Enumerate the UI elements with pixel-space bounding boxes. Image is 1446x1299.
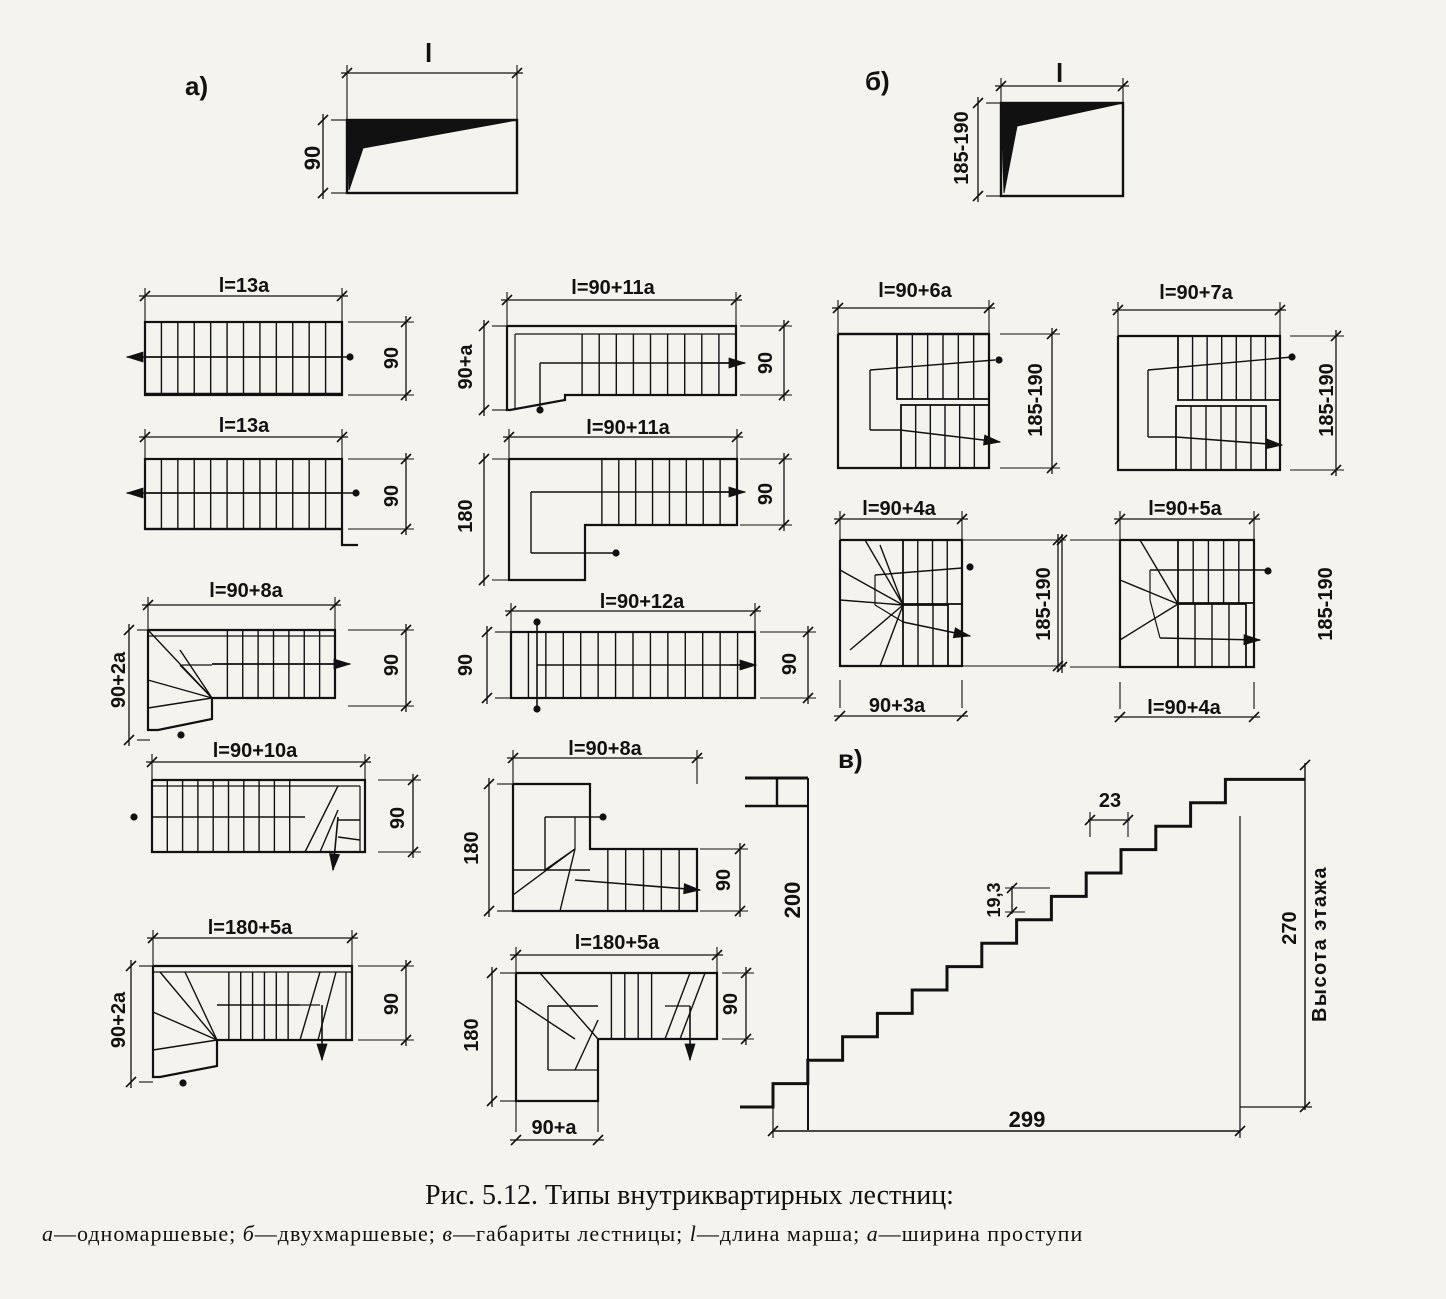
s2-length-label: l=13a — [218, 415, 270, 437]
stair-outline — [145, 529, 358, 545]
winder-line — [160, 972, 217, 1040]
caption-title: Рис. 5.12. Типы внутриквартирных лестниц: — [425, 1180, 954, 1211]
v-height-200-label: 200 — [780, 881, 805, 919]
section-label-v: в) — [838, 744, 863, 774]
winder-line — [185, 972, 217, 1040]
start-dot — [536, 406, 543, 413]
start-dot — [130, 813, 137, 820]
direction-arrowhead — [1244, 635, 1260, 645]
legend-text-a: —одномаршевые; — [54, 1221, 243, 1246]
t3-length-label: l=90+4a — [862, 498, 936, 520]
m2-width-label: 90 — [755, 482, 777, 506]
t1-height-label: 185-190 — [1025, 363, 1047, 437]
stair-line — [1150, 600, 1160, 638]
s1-width-label: 90 — [381, 346, 403, 370]
winder-line — [153, 1040, 217, 1050]
winder-line — [153, 1012, 217, 1040]
winder-line — [318, 972, 336, 1040]
s2-width-label: 90 — [381, 484, 403, 508]
direction-arrowhead — [127, 352, 143, 362]
v-floor-height-text: Высота этажа — [1309, 865, 1331, 1023]
stair-line — [870, 360, 995, 370]
m2-side-label: 180 — [455, 499, 477, 533]
v-total-length-label: 299 — [1008, 1107, 1046, 1132]
m1-side-label: 90+a — [455, 344, 477, 390]
schematic-b-outline-fill — [1001, 103, 1123, 193]
t4-height-label: 185-190 — [1315, 567, 1337, 641]
legend-text-v: —габариты лестницы; — [452, 1221, 690, 1246]
caption-legend — [42, 1221, 1083, 1246]
start-dot — [533, 618, 540, 625]
direction-arrowhead — [740, 660, 756, 670]
start-dot — [612, 549, 619, 556]
start-dot — [533, 705, 540, 712]
t1-length-label: l=90+6a — [878, 280, 952, 302]
m3-width-label: 90 — [779, 652, 801, 676]
section-label-b: б) — [865, 66, 890, 96]
s5-width-label: 90 — [381, 992, 403, 1016]
direction-arrowhead — [317, 1044, 327, 1060]
winder-line — [840, 600, 903, 605]
stair-profile — [740, 779, 1305, 1107]
m1-width-label: 90 — [755, 351, 777, 375]
top-left-length-label: l — [425, 38, 433, 68]
top-right-length-label: l — [1056, 58, 1064, 88]
winder-line — [305, 786, 338, 852]
v-tread-label: 23 — [1098, 790, 1122, 812]
m5-side-label: 180 — [461, 1018, 483, 1052]
s4-length-label: l=90+10a — [212, 740, 298, 762]
drawing-layer — [124, 65, 1344, 1145]
stair-line — [875, 568, 962, 575]
start-dot — [179, 1079, 186, 1086]
m4-width-label: 90 — [713, 868, 735, 892]
t2-outline — [1118, 336, 1280, 470]
m5-bottom-label: 90+a — [531, 1117, 577, 1139]
s5-side-label: 90+2a — [108, 991, 130, 1049]
direction-arrowhead — [127, 488, 143, 498]
winder-line — [1140, 540, 1178, 604]
t3-height-label: 185-190 — [1033, 567, 1055, 641]
start-dot — [995, 356, 1002, 363]
s3-side-label: 90+2a — [108, 651, 130, 709]
v-riser-label: 19,3 — [984, 882, 1004, 918]
m5-width-label: 90 — [720, 992, 742, 1016]
direction-arrowhead — [685, 1044, 695, 1060]
t1-outline — [838, 334, 989, 468]
legend-text-a2: —ширина проступи — [878, 1221, 1084, 1246]
winder-line — [865, 540, 903, 605]
s1-length-label: l=13a — [218, 275, 270, 297]
s3-width-label: 90 — [381, 653, 403, 677]
top-left-height-label: 90 — [300, 145, 325, 171]
start-dot — [1264, 567, 1271, 574]
t4-bottom-label: l=90+4a — [1147, 697, 1221, 719]
winder-line — [338, 837, 360, 840]
direction-arrowhead — [334, 659, 350, 669]
start-dot — [966, 563, 973, 570]
winder-line — [300, 972, 320, 1040]
t2-height-label: 185-190 — [1316, 363, 1338, 437]
winder-line — [1120, 580, 1178, 604]
legend-key-a2: а — [866, 1221, 879, 1246]
top-right-height-label: 185-190 — [951, 111, 973, 185]
start-dot — [1288, 353, 1295, 360]
t2-length-label: l=90+7a — [1159, 282, 1233, 304]
m4-outline — [513, 784, 697, 911]
m4-side-label: 180 — [461, 831, 483, 865]
legend-key-b: б — [242, 1221, 255, 1246]
v-floor-height-label: 270 — [1279, 911, 1301, 945]
schematic-a-fill — [347, 120, 517, 190]
stair-line — [1148, 357, 1292, 370]
legend-key-v: в — [442, 1221, 453, 1246]
direction-line — [575, 880, 700, 890]
s3-length-label: l=90+8a — [209, 580, 283, 602]
direction-arrowhead — [330, 854, 340, 870]
m1-length-label: l=90+11a — [571, 277, 655, 299]
m4-length-label: l=90+8a — [568, 738, 642, 760]
labels-layer — [42, 38, 1338, 1246]
s5-length-label: l=180+5a — [207, 917, 293, 939]
section-label-a: а) — [185, 71, 209, 101]
m5-outline — [516, 973, 717, 1101]
winder-line — [1120, 604, 1178, 640]
stair-line — [875, 605, 903, 622]
start-dot — [346, 353, 353, 360]
legend-text-b: —двухмаршевые; — [254, 1221, 443, 1246]
legend-text-l: —длина марша; — [696, 1221, 867, 1246]
start-dot — [599, 813, 606, 820]
stair-outline — [1178, 336, 1280, 400]
t3-outline — [840, 540, 962, 666]
winder-line — [575, 1020, 598, 1070]
legend-key-l: l — [689, 1221, 697, 1246]
m5-length-label: l=180+5a — [574, 932, 660, 954]
m3-side-label: 90 — [455, 653, 477, 677]
start-dot — [177, 731, 184, 738]
stair-outline — [903, 605, 948, 666]
t4-length-label: l=90+5a — [1148, 498, 1222, 520]
legend-key-a: а — [42, 1221, 54, 1246]
t3-bottom-label: 90+3a — [868, 695, 926, 717]
winder-line — [148, 698, 212, 708]
stair-outline — [1178, 540, 1254, 603]
direction-arrowhead — [984, 435, 1000, 445]
start-dot — [352, 489, 359, 496]
s4-width-label: 90 — [387, 806, 409, 830]
m3-length-label: l=90+12a — [599, 591, 685, 613]
m2-length-label: l=90+11a — [586, 417, 670, 439]
s3-outline — [148, 630, 335, 730]
